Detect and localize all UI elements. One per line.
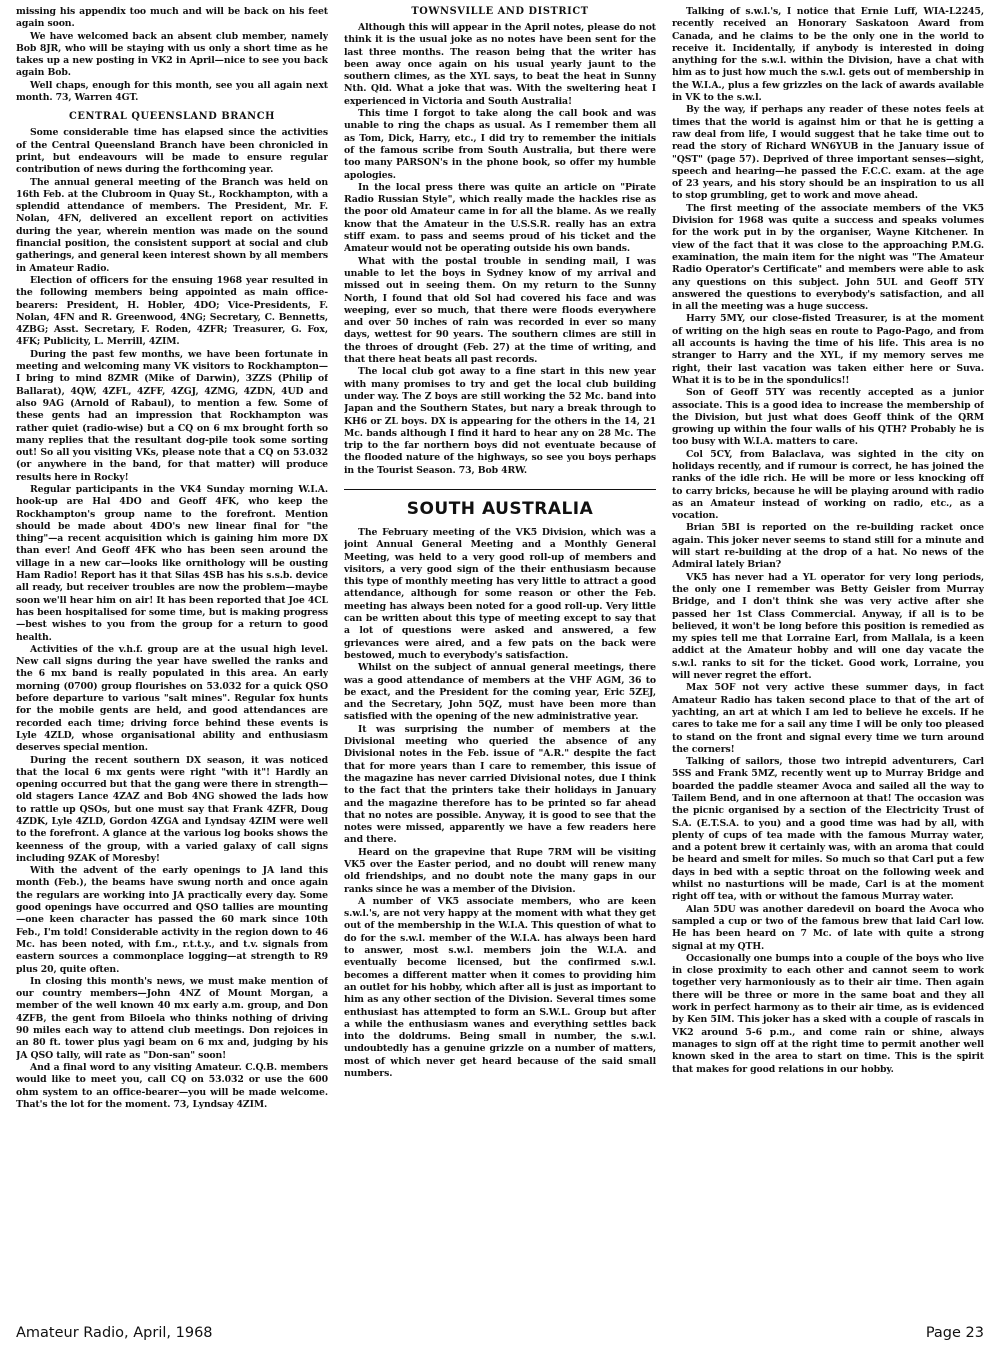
- paragraph: Although this will appear in the April notes, please do not think it is the usual joke as no notes have been sent for the last three months. The reason being that the writer has been away once again on his usual yearly jaunt to the southern climes, as the XYL says, to beat the heat in Sunny Nth. Qld. What a joke that was. With the sweltering heat I experienced in Victoria and South Australia!: [344, 22, 656, 107]
- paragraph: VK5 has never had a YL operator for very long periods, the only one I remember was Betty Geisler from Murray Bridge, and I don't think she was very active after she passed her 1st Class Commercial. Anyway, if all is to be believed, it won't be long before this position is remedied as my spies tell me that Lorraine Earl, from Mallala, is a keen addict at the Amateur hobby and will one day vacate the s.w.l. ranks to sit for the ticket. Good work, Lorraine, you will never regret the effort.: [672, 571, 984, 682]
- paragraph: What with the postal trouble in sending mail, I was unable to let the boys in Sydney know of my arrival and missed out in seeing them. On my return to the Sunny North, I found that old Sol had covered his face and was weeping, ever so much, that there were floods everywhere and over 50 inches of rain was recorded in ever so many days, wettest for 90 years. The southern climes are still in the throes of drought (Feb. 27) at the time of writing, and that there heat beats all past records.: [344, 255, 656, 366]
- column-middle: [344, 6, 656, 1314]
- section-heading: TOWNSVILLE AND DISTRICT: [411, 6, 589, 17]
- paragraph: Activities of the v.h.f. group are at the usual high level. New call signs during the year have swelled the ranks and the 6 mx band is really populated in this area. An early morning (0700) group flourishes on 53.032 for a quick QSO before departure to various "salt mines". Regular fox hunts for the mobile gents are held, and good attendances are recorded each time; driving force behind these events is Lyle 4ZLD, whose organisational ability and enthusiasm deserves special mention.: [16, 643, 328, 754]
- paragraph: The annual general meeting of the Branch was held on 16th Feb. at the Clubroom in Quay St., Rockhampton, with a splendid attendance of members. The President, Mr. F. Nolan, 4FN, delivered an excellent report on activities during the year, wherein mention was made on the sound financial position, the consistent support at social and club gatherings, and general keen interest shown by all members in Amateur Radio.: [16, 176, 328, 274]
- paragraph: With the advent of the early openings to JA land this month (Feb.), the beams have swung north and once again the regulars are working into JA practically every day. Some good openings have occurred and QSO tallies are mounting—one keen character has passed the 60 mark since 10th Feb., I'm told! Considerable activity in the region down to 46 Mc. has been noted, with f.m., r.t.t.y., and t.v. signals from eastern sources a commonplace logging—at strength to R9 plus 20, quite often.: [16, 865, 328, 975]
- paragraph: The first meeting of the associate members of the VK5 Division for 1968 was quite a success and speaks volumes for the work put in by the organiser, Wayne Kitchener. In view of the fact that it was close to the approaching P.M.G. examination, the main item for the night was "The Amateur Radio Operator's Certificate" and members were able to ask any questions on this subject. John 5UL and Geoff 5TY answered the questions to everybody's satisfaction, and all in all the meeting was a huge success.: [672, 202, 984, 313]
- paragraph: Alan 5DU was another daredevil on board the Avoca who sampled a cup or two of the famous brew that laid Carl low. He has been heard on 7 Mc. of late with quite a strong signal at my QTH.: [672, 903, 984, 952]
- paragraph: Son of Geoff 5TY was recently accepted as a junior associate. This is a good idea to increase the membership of the Division, but just what does Geoff think of the QRM growing up within the four walls of his QTH? Probably he is too busy with W.I.A. matters to care.: [672, 387, 984, 448]
- paragraph: By the way, if perhaps any reader of these notes feels at times that the world is against him or that he is getting a raw deal from life, I would suggest that he take time out to read the story of Richard WN6YUB in the January issue of "QST" (page 57). Deprived of three important senses—sight, speech and hearing—he passed the F.C.C. exam. at the age of 23 years, and his story should be an inspiration to us all to stop grumbling, get to work and move ahead.: [672, 104, 984, 202]
- paragraph: Election of officers for the ensuing 1968 year resulted in the following members being appointed as main office-bearers: President, H. Hobler, 4DO; Vice-Presidents, F. Nolan, 4FN and R. Greenwood, 4NG; Secretary, C. Bennetts, 4ZBG; Asst. Secretary, F. Roden, 4ZFR; Treasurer, G. Fox, 4FK; Publicity, L. Merrill, 4ZIM.: [16, 274, 328, 348]
- paragraph: And a final word to any visiting Amateur. C.Q.B. members would like to meet you, call CQ on 53.032 or use the 600 ohm system to an office-bearer—you will be made welcome. That's the lot for the moment. 73, Lyndsay 4ZIM.: [16, 1061, 328, 1110]
- division-heading: SOUTH AUSTRALIA: [406, 498, 594, 519]
- section-heading: CENTRAL QUEENSLAND BRANCH: [69, 111, 275, 123]
- paragraph: Some considerable time has elapsed since the activities of the Central Queensland Branch have been chronicled in print, but endeavours will be made to ensure regular contribution of news during the forthcoming year.: [16, 127, 328, 176]
- paragraph: Talking of s.w.l.'s, I notice that Ernie Luff, WIA-L2245, recently received an Honorary Saskatoon Award from Canada, and he claims to be the only one in the world to receive it. Incidentally, if anybody is interested in doing anything for the s.w.l. within the Division, have a chat with him as to just how much the s.w.l. gets out of membership in the W.I.A., plus a few grizzles on the lack of awards available in VK to the s.w.l.: [672, 6, 984, 104]
- paragraph: During the recent southern DX season, it was noticed that the local 6 mx gents were right "with it"! Hardly an opening occurred but that the gang were there in strength—old stagers Lance 4ZAZ and Bob 4NG showed the lads how to rattle up QSOs, but one must say that Frank 4ZFR, Doug 4ZDK, Lyle 4ZLD, Gordon 4ZGA and Lyndsay 4ZIM were well to the forefront. A glance at the various log books shows the keenness of the group, with a varied galaxy of call signs including 9ZAK of Moresby!: [16, 754, 328, 864]
- paragraph: In the local press there was quite an article on "Pirate Radio Russian Style", which really made the hackles rise as the poor old Amateur came in for all the blame. As we really know that the Amateur in the U.S.S.R. really has an extra stiff exam. to pass and seems proud of his ticket and the Amateur would not be operating outside his own bands.: [344, 181, 656, 255]
- paragraph: The local club got away to a fine start in this new year with many promises to try and get the local club building under way. The Z boys are still working the 52 Mc. band into Japan and the Southern States, but nary a break through to KH6 or ZL boys. DX is appearing for the others in the 14, 21 Mc. bands although I find it hard to hear any on 28 Mc. The trip to the far northern boys did not eventuate because of the flooded nature of the highways, so see you boys perhaps in the Tourist Season. 73, Bob 4RW.: [344, 366, 656, 476]
- article-columns: [16, 6, 984, 1314]
- paragraph: Col 5CY, from Balaclava, was sighted in the city on holidays recently, and if rumour is correct, he has joined the ranks of the idle rich. He will be more or less knocking off to carry bricks, because he will be playing around with radio as an Amateur instead of working on radio, etc., as a vocation.: [672, 448, 984, 522]
- paragraph: During the past few months, we have been fortunate in meeting and welcoming many VK visitors to Rockhampton—I bring to mind 8ZMR (Mike of Darwin), 3ZZS (Philip of Ballarat), 4QW, 4ZFL, 4ZFF, 4ZGJ, 4ZMG, 4ZDN, 4UD and also 9AG (Arnold of Rabaul), to mention a few. Some of these gents had an impression that Rockhampton was rather quiet (radio-wise) but a CQ on 6 mx brought forth so many replies that the resultant dog-pile took some sorting out! So all you visiting VKs, please note that a CQ on 53.032 (or anywhere in the band, for that matter) will produce results here in Rocky!: [16, 348, 328, 483]
- column-right: [672, 6, 984, 1314]
- paragraph: Max 5OF not very active these summer days, in fact Amateur Radio has taken second place to that of the art of yachting, an art at which I am led to believe he excels. If he cares to take me for a sail any time I will be only too pleased to stand on the front and signal every time we turn around the corners!: [672, 682, 984, 755]
- paragraph: Heard on the grapevine that Rupe 7RM will be visiting VK5 over the Easter period, and no doubt will renew many old friendships, and no doubt note the many gaps in our ranks since he was a member of the Division.: [344, 846, 656, 895]
- paragraph: Harry 5MY, our close-fisted Treasurer, is at the moment of writing on the high seas en route to Pago-Pago, and from all accounts is having the time of his life. This area is no stranger to Harry and the XYL, if my memory serves me right, their last vacation was taken either here or Suva. What it is to be in the spondulics!!: [672, 313, 984, 386]
- paragraph: Brian 5BI is reported on the re-building racket once again. This joker never seems to stand still for a minute and will start re-building at the drop of a hat. No news of the Admiral lately Brian?: [672, 522, 984, 571]
- publication-line: Amateur Radio, April, 1968: [16, 1325, 213, 1341]
- paragraph: missing his appendix too much and will be back on his feet again soon.: [16, 6, 328, 30]
- paragraph: The February meeting of the VK5 Division, which was a joint Annual General Meeting and a Monthly General Meeting, was held to a very good roll-up of members and visitors, a very good sign of the their enthusiasm because this type of monthly meeting has very little to attract a good attendance, although for some reason or other the Feb. meeting has always been noted for a good roll-up. Very little can be written about this type of meeting except to say that a lot of questions were asked and answered, a few grievances were aired, and a few pats on the back were bestowed, much to everybody's satisfaction.: [344, 526, 656, 661]
- paragraph: Talking of sailors, those two intrepid adventurers, Carl 5SS and Frank 5MZ, recently went up to Murray Bridge and boarded the paddle steamer Avoca and sailed all the way to Tailem Bend, and in one afternoon at that! The occasion was the picnic organised by a section of the Electricity Trust of S.A. (E.T.S.A. to you) and a good time was had by all, with plenty of cups of tea made with the famous Murray water, and a potent brew it certainly was, with an aroma that could be heard and smelt for miles. So much so that Carl put a few days in bed with a septic throat on the following week and whilst no nasturtions will be made, Carl is at the moment right off tea, with or without the famous Murray water.: [672, 756, 984, 903]
- paragraph: In closing this month's news, we must make mention of our country members—John 4NZ of Mount Morgan, a member of the well known 40 mx early a.m. group, and Don 4ZFB, the gent from Biloela who thinks nothing of driving 90 miles each way to attend club meetings. Don rejoices in an 80 ft. tower plus yagi beam on 6 mx and, judging by his JA QSO tally, will rate as "Don-san" soon!: [16, 975, 328, 1061]
- paragraph: Occasionally one bumps into a couple of the boys who live in close proximity to each other and cannot seem to work together very harmoniously as to their air time. Then again there will be three or more in the same boat and they all work in perfect harmony as to their air time, as is evidenced by Ken 5IM. This joker has a sked with a couple of rascals in VK2 around 5-6 p.m., and come rain or shine, always manages to sign off at the right time to permit another well known sked in the area to start on time. This is the spirit that makes for good relations in our hobby.: [672, 952, 984, 1075]
- page-footer: [0, 1317, 1000, 1363]
- page-number: Page 23: [925, 1325, 984, 1341]
- paragraph: Whilst on the subject of annual general meetings, there was a good attendance of members at the VHF AGM, 36 to be exact, and the President for the coming year, Eric 5ZEJ, and the Secretary, John 5QZ, must have been more than satisfied with the opening of the new administrative year.: [344, 662, 656, 723]
- paragraph: It was surprising the number of members at the Divisional meeting who queried the absence of any Divisional notes in the Feb. issue of "A.R." despite the fact that for more years than I care to remember, this issue of the magazine has never carried Divisional notes, due I think to the fact that the printers take their holidays in January and the magazine therefore has to be printed so far ahead that no notes are possible. Anyway, it is good to see that the notes were missed, apparently we have a few readers here and there.: [344, 723, 656, 846]
- paragraph: We have welcomed back an absent club member, namely Bob 8JR, who will be staying with us only a short time as he takes up a new posting in VK2 in April—nice to see you back again Bob.: [16, 30, 328, 79]
- paragraph: A number of VK5 associate members, who are keen s.w.l.'s, are not very happy at the moment with what they get out of the membership in the W.I.A. This question of what to do for the s.w.l. member of the W.I.A. has always been hard to answer, most s.w.l. members join the W.I.A. and eventually become licensed, but the confirmed s.w.l. becomes a different matter when it comes to providing him an outlet for his hobby, which after all is just as important to him as any other section of the Division. Several times some enthusiast has attempted to form an S.W.L. Group but after a while the enthusiasm wanes and everything settles back into the doldrums. Being small in number, the s.w.l. undoubtedly has a genuine grizzle on a number of matters, most of which never get heard because of the said small numbers.: [344, 895, 656, 1080]
- paragraph: Regular participants in the VK4 Sunday morning W.I.A. hook-up are Hal 4DO and Geoff 4FK, who keep the Rockhampton's group name to the forefront. Mention should be made about 4DO's new linear final for "the thing"—a recent acquisition which is gaining him more DX than ever! And Geoff 4FK who has been seen around the village in a new car—looks like ornithology will be ousting Ham Radio! Report has it that Silas 4SB has his s.s.b. device all ready, but receiver troubles are now the problem—maybe soon we'll hear him on air! It has been reported that Joe 4CL has been hospitalised for some time, but is making progress—best wishes to you from the group for a return to good health.: [16, 483, 328, 643]
- section-divider: [344, 489, 656, 490]
- paragraph: Well chaps, enough for this month, see you all again next month. 73, Warren 4GT.: [16, 79, 328, 104]
- column-left: [16, 6, 328, 1314]
- paragraph: This time I forgot to take along the call book and was unable to ring the chaps as usual. As I remember them all as Tom, Dick, Harry, etc., I did try to remember the initials of the famous scribe from South Australia, but there were too many PARSON's in the phone book, so offer my humble apologies.: [344, 108, 656, 181]
